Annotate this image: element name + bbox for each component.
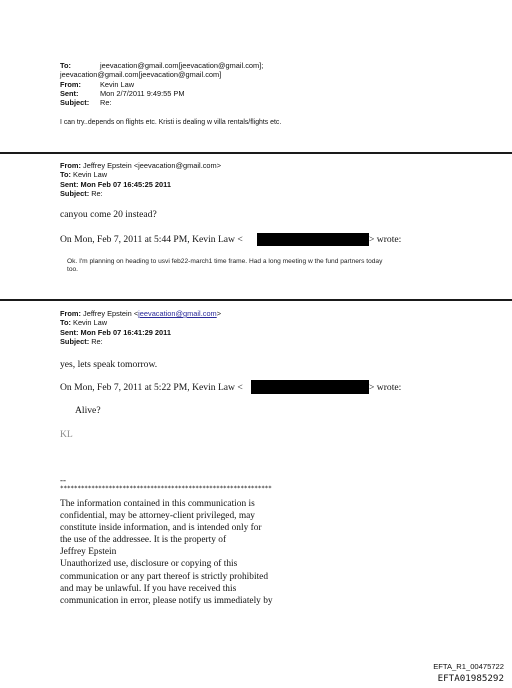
email2-redaction-box bbox=[257, 233, 369, 246]
footer-stars: ************************************************************* bbox=[60, 485, 272, 492]
email2-sent-label: Sent: bbox=[60, 179, 79, 189]
email3-from-name: Jeffrey Epstein < bbox=[83, 309, 139, 318]
email3-sent-label: Sent: bbox=[60, 327, 79, 337]
email3-quote-prefix: On Mon, Feb 7, 2011 at 5:22 PM, Kevin Law < bbox=[60, 382, 243, 393]
email1-header bbox=[60, 61, 263, 107]
email1-from-label: From: bbox=[60, 79, 81, 89]
email3-body: yes, lets speak tomorrow. bbox=[60, 359, 158, 370]
email2-subject-value: Re: bbox=[91, 188, 103, 198]
email2-from-label: From: bbox=[60, 161, 81, 170]
email2-quoted-line2: too. bbox=[67, 266, 78, 274]
email2-quoted-line1: Ok. I'm planning on heading to usvi feb22-march1 time frame. Had a long meeting w the fund partners today bbox=[67, 258, 383, 265]
footer-disclaimer-line: confidential, may be attorney-client privileged, may bbox=[60, 511, 255, 522]
email2-quote-prefix: On Mon, Feb 7, 2011 at 5:44 PM, Kevin Law < bbox=[60, 234, 243, 245]
footer-disclaimer-line: and may be unlawful. If you have received this bbox=[60, 583, 237, 594]
footer-disclaimer-line: communication in error, please notify us immediately by bbox=[60, 595, 273, 606]
email3-subject-value: Re: bbox=[91, 336, 103, 346]
footer-disclaimer-line: the use of the addressee. It is the property of bbox=[60, 535, 227, 546]
email1-to-value: jeevacation@gmail.com[jeevacation@gmail.com]; bbox=[100, 61, 264, 70]
email3-subject-label: Subject: bbox=[60, 336, 90, 346]
email1-sent-value: Mon 2/7/2011 9:49:55 PM bbox=[100, 88, 185, 98]
email3-header bbox=[60, 309, 221, 346]
email3-quote-suffix: > wrote: bbox=[369, 382, 402, 393]
email1-from-value: Kevin Law bbox=[100, 79, 135, 89]
footer-disclaimer-line: Unauthorized use, disclosure or copying of this bbox=[60, 559, 238, 570]
bates-number-2: EFTA01985292 bbox=[437, 673, 504, 684]
email2-quote-suffix: > wrote: bbox=[369, 234, 402, 245]
email2-to-value: Kevin Law bbox=[73, 170, 108, 180]
email2-from-value: Jeffrey Epstein <jeevacation@gmail.com> bbox=[83, 161, 222, 170]
email2-sent-value: Mon Feb 07 16:45:25 2011 bbox=[80, 179, 171, 189]
footer-dashes: -- bbox=[60, 475, 66, 485]
email2-header bbox=[60, 161, 221, 198]
email2-body: canyou come 20 instead? bbox=[60, 209, 157, 220]
email1-sent-label: Sent: bbox=[60, 88, 79, 98]
footer-disclaimer bbox=[60, 498, 273, 607]
email1-to-continued: jeevacation@gmail.com[jeevacation@gmail.com] bbox=[60, 70, 222, 80]
email1-to-label: To: bbox=[60, 61, 71, 70]
footer-disclaimer-line: communication or any part thereof is strictly prohibited bbox=[60, 571, 269, 582]
bates-number-1: EFTA_R1_00475722 bbox=[433, 662, 504, 671]
email2-quoted-text bbox=[67, 258, 382, 275]
email3-from-label: From: bbox=[60, 309, 81, 318]
email3-quoted-signature: KL bbox=[60, 429, 73, 440]
email3-to-label: To: bbox=[60, 318, 71, 328]
email3-redaction-box bbox=[251, 380, 369, 394]
email1-subject-label: Subject: bbox=[60, 98, 90, 108]
footer-disclaimer-line: Jeffrey Epstein bbox=[60, 547, 117, 558]
footer-disclaimer-line: constitute inside information, and is intended only for bbox=[60, 523, 262, 534]
separator-rule-2 bbox=[0, 299, 512, 301]
email2-subject-label: Subject: bbox=[60, 188, 90, 198]
email1-subject-value: Re: bbox=[100, 98, 112, 108]
footer-disclaimer-line: The information contained in this communication is bbox=[60, 499, 255, 509]
email2-to-label: To: bbox=[60, 170, 71, 180]
email3-quoted-body: Alive? bbox=[75, 405, 101, 416]
email3-sent-value: Mon Feb 07 16:41:29 2011 bbox=[80, 327, 171, 337]
email3-from-end: > bbox=[216, 309, 222, 318]
separator-rule-1 bbox=[0, 152, 512, 154]
email1-body: I can try..depends on flights etc. Kristi is dealing w villa rentals/flights etc. bbox=[60, 119, 282, 126]
email3-from-email-link[interactable]: jeevacation@gmail.com bbox=[138, 309, 217, 318]
email3-to-value: Kevin Law bbox=[73, 318, 108, 328]
